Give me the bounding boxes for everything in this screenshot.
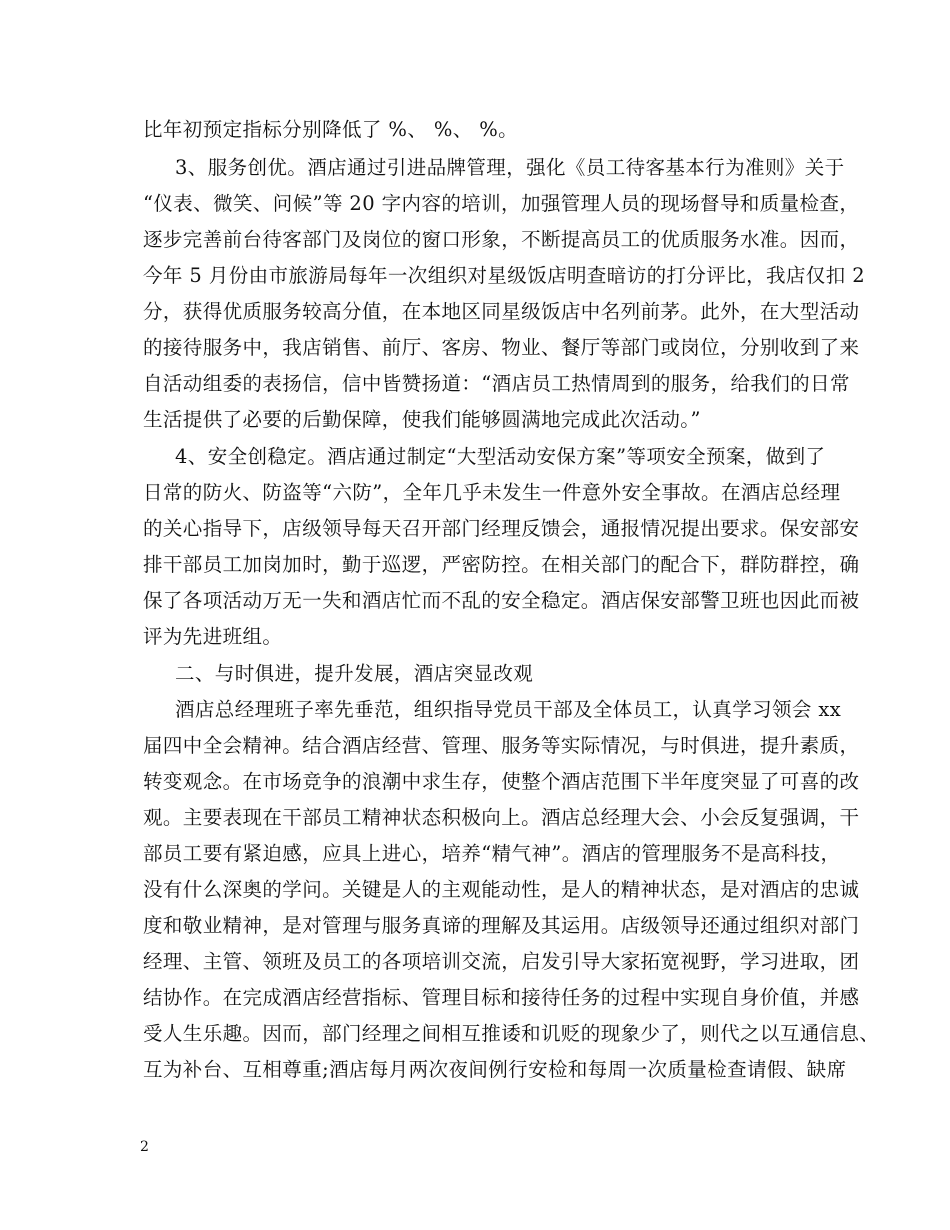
text-line: 受人生乐趣。因而，部门经理之间相互推诿和讥贬的现象少了，则代之以互通信息、 — [143, 1022, 880, 1045]
text-line: 比年初预定指标分别降低了 %、 %、 %。 — [143, 118, 519, 141]
text-line: 自活动组委的表扬信，信中皆赞扬道：“酒店员工热情周到的服务，给我们的日常 — [143, 372, 850, 395]
text-line: 排干部员工加岗加时，勤于巡逻，严密防控。在相关部门的配合下，群防群控，确 — [143, 553, 860, 576]
text-line: 生活提供了必要的后勤保障，使我们能够圆满地完成此次活动。” — [143, 408, 701, 431]
page-number: 2 — [140, 1139, 149, 1155]
text-line: 分，获得优质服务较高分值，在本地区同星级饭店中名列前茅。此外，在大型活动 — [143, 300, 860, 323]
text-line: 逐步完善前台待客部门及岗位的窗口形象，不断提高员工的优质服务水准。因而， — [143, 228, 860, 251]
text-line: 部员工要有紧迫感，应具上进心，培养“精气神”。酒店的管理服务不是高科技， — [143, 842, 841, 865]
text-line: 观。主要表现在干部员工精神状态积极向上。酒店总经理大会、小会反复强调，干 — [143, 806, 860, 829]
text-line: 3、服务创优。酒店通过引进品牌管理，强化《员工待客基本行为准则》关于 — [175, 156, 845, 179]
text-line: 届四中全会精神。结合酒店经营、管理、服务等实际情况，与时俱进，提升素质， — [143, 734, 860, 757]
text-line: 酒店总经理班子率先垂范，组织指导党员干部及全体员工，认真学习领会 xx — [175, 698, 842, 721]
text-line: 结协作。在完成酒店经营指标、管理目标和接待任务的过程中实现自身价值，并感 — [143, 986, 860, 1009]
text-line: 度和敬业精神，是对管理与服务真谛的理解及其运用。店级领导还通过组织对部门 — [143, 914, 860, 937]
text-line: 评为先进班组。 — [143, 625, 283, 648]
text-line: 经理、主管、领班及员工的各项培训交流，启发引导大家拓宽视野，学习进取，团 — [143, 950, 860, 973]
text-line: 4、安全创稳定。酒店通过制定“大型活动安保方案”等项安全预案，做到了 — [175, 445, 826, 468]
text-line: 保了各项活动万无一失和酒店忙而不乱的安全稳定。酒店保安部警卫班也因此而被 — [143, 589, 860, 612]
text-line: “仪表、微笑、问候”等 20 字内容的培训，加强管理人员的现场督导和质量检查， — [143, 192, 860, 215]
text-line: 日常的防火、防盗等“六防”，全年几乎未发生一件意外安全事故。在酒店总经理 — [143, 481, 841, 504]
text-line: 的关心指导下，店级领导每天召开部门经理反馈会，通报情况提出要求。保安部安 — [143, 517, 860, 540]
text-line: 转变观念。在市场竞争的浪潮中求生存，使整个酒店范围下半年度突显了可喜的改 — [143, 770, 860, 793]
text-line: 互为补台、互相尊重;酒店每月两次夜间例行安检和每周一次质量检查请假、缺席 — [143, 1058, 847, 1081]
section-heading: 二、与时俱进，提升发展，酒店突显改观 — [175, 662, 534, 685]
text-line: 没有什么深奥的学问。关键是人的主观能动性，是人的精神状态，是对酒店的忠诚 — [143, 878, 860, 901]
text-line: 的接待服务中，我店销售、前厅、客房、物业、餐厅等部门或岗位，分别收到了来 — [143, 336, 860, 359]
text-line: 今年 5 月份由市旅游局每年一次组织对星级饭店明查暗访的打分评比，我店仅扣 2 — [143, 264, 866, 287]
